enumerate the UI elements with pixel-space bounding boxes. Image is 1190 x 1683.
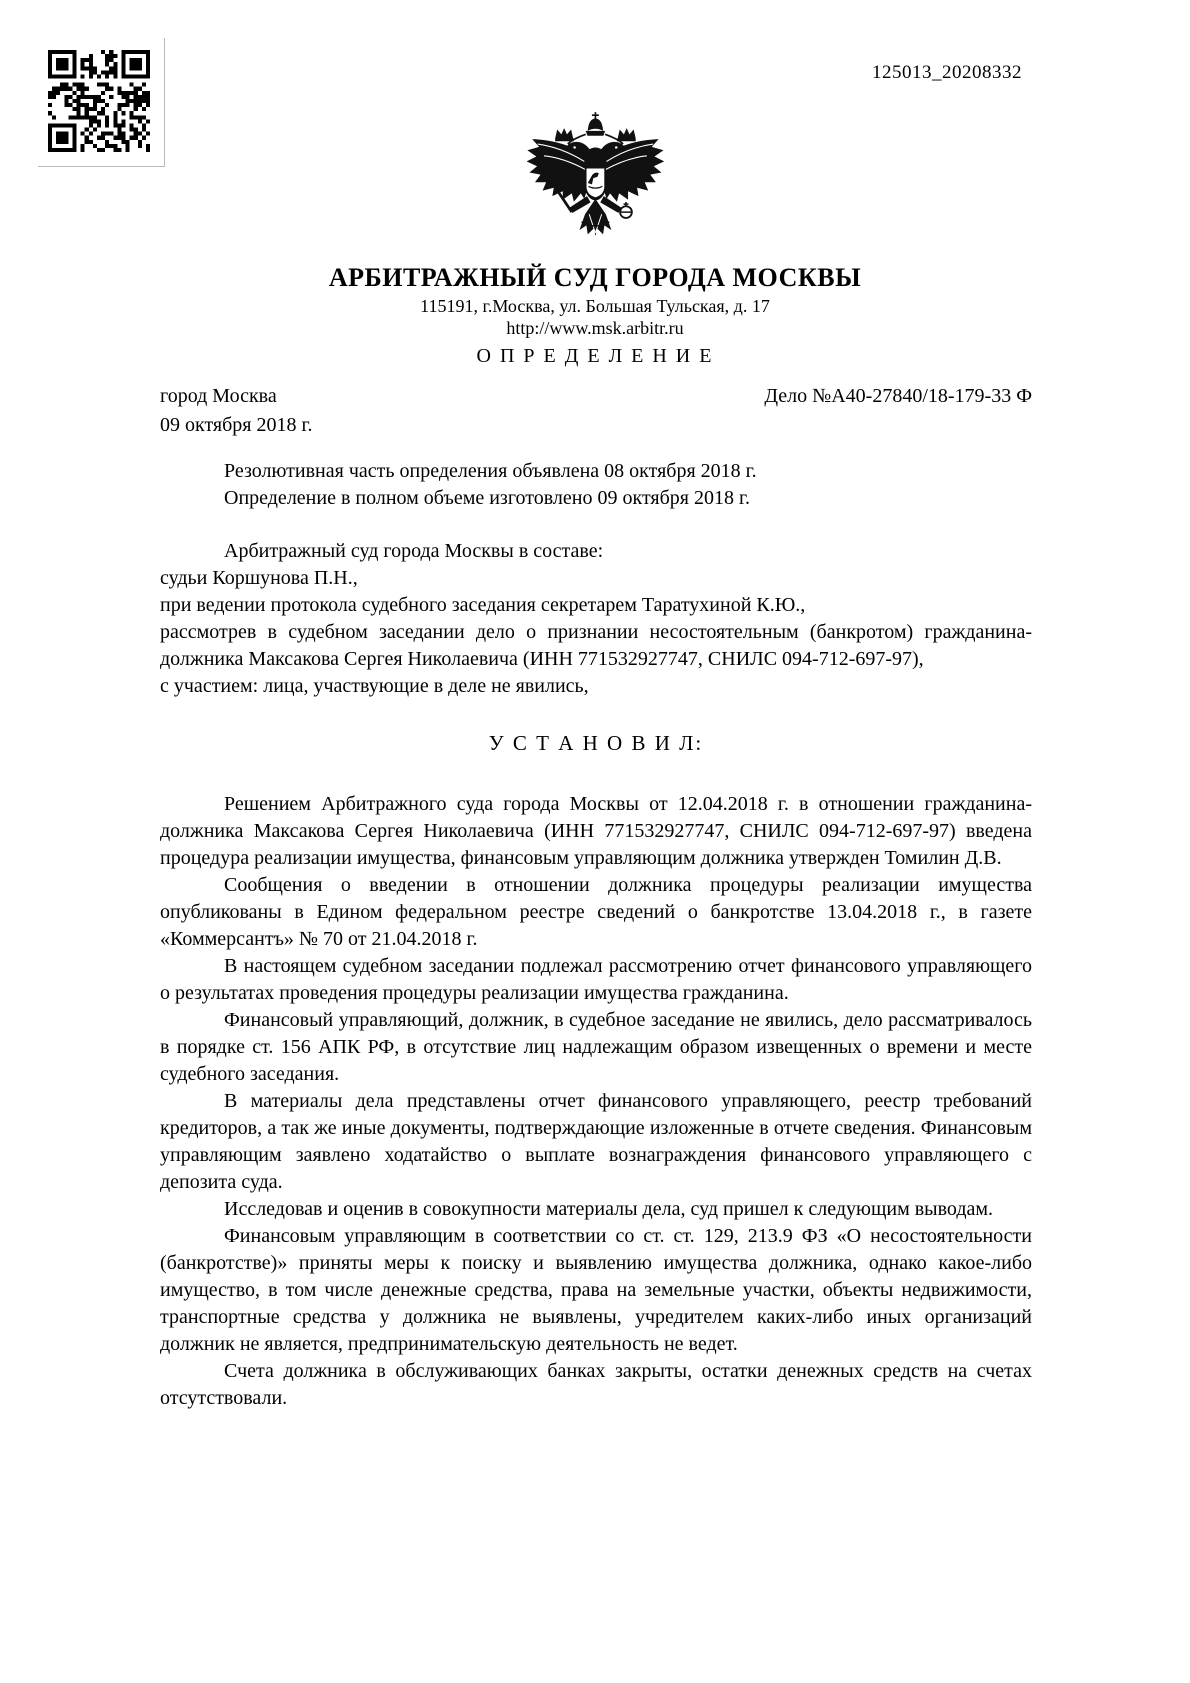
court-composition-line: Арбитражный суд города Москвы в составе:: [224, 540, 604, 562]
ruling-paragraph: Счета должника в обслуживающих банках закрыты, остатки денежных средств на счетах отсутствовали.: [160, 1360, 1032, 1409]
case-info: [160, 382, 1032, 440]
participants-line: с участием: лица, участвующие в деле не явились,: [160, 675, 589, 697]
ruling-paragraph: Сообщения о введении в отношении должника процедуры реализации имущества опубликованы в Едином федеральном реестре сведений о банкротстве 13.04.2018 г., в газете «Коммерсантъ» № 70 от 21.04.2018 г.: [160, 874, 1032, 950]
resolution-announced-line: Резолютивная часть определения объявлена 08 октября 2018 г.: [224, 460, 757, 482]
case-review-line: рассмотрев в судебном заседании дело о признании несостоятельным (банкротом) гражданина-должника Максакова Сергея Николаевича (ИНН 771532927747, СНИЛС 094-712-697-97),: [160, 621, 1032, 670]
ustanovil-heading: У С Т А Н О В И Л:: [488, 731, 704, 755]
russian-coat-of-arms-icon: [519, 110, 672, 242]
judge-line: судьи Коршунова П.Н.,: [160, 567, 358, 589]
document-type-title: О П Р Е Д Е Л Е Н И Е: [476, 345, 714, 367]
ruling-paragraph: Финансовым управляющим в соответствии со ст. ст. 129, 213.9 ФЗ «О несостоятельности (банкротстве)» приняты меры к поиску и выявлению имущества должника, однако какое-либо имущество, в том числе денежные средства, права на земельные участки, объекты недвижимости, транспортные средства у должника не выявлены, учредителем каких-либо иных организаций должник не является, предпринимательскую деятельность не ведет.: [160, 1225, 1032, 1355]
ruling-paragraph: Решением Арбитражного суда города Москвы от 12.04.2018 г. в отношении гражданина-должника Максакова Сергея Николаевича (ИНН 771532927747, СНИЛС 094-712-697-97) введена процедура реализации имущества, финансовым управляющим должника утвержден Томилин Д.В.: [160, 793, 1032, 869]
document-header: [0, 110, 1190, 368]
case-date: 09 октября 2018 г.: [160, 414, 313, 436]
document-number: 125013_20208332: [872, 62, 1022, 83]
document-body: [160, 458, 1032, 1412]
ruling-paragraph: В настоящем судебном заседании подлежал рассмотрению отчет финансового управляющего о результатах проведения процедуры реализации имущества гражданина.: [160, 955, 1032, 1004]
ruling-paragraph: Финансовый управляющий, должник, в судебное заседание не явились, дело рассматривалось в порядке ст. 156 АПК РФ, в отсутствие лиц надлежащим образом извещенных о времени и месте судебного заседания.: [160, 1009, 1032, 1085]
court-address: 115191, г.Москва, ул. Большая Тульская, д. 17: [420, 296, 770, 316]
full-text-made-line: Определение в полном объеме изготовлено 09 октября 2018 г.: [224, 487, 750, 509]
secretary-line: при ведении протокола судебного заседания секретарем Таратухиной К.Ю.,: [160, 594, 806, 616]
court-name: АРБИТРАЖНЫЙ СУД ГОРОДА МОСКВЫ: [328, 263, 862, 292]
case-city: город Москва: [160, 385, 277, 407]
ruling-paragraphs: [160, 791, 1032, 1412]
case-number: Дело №А40-27840/18-179-33 Ф: [764, 385, 1032, 407]
ruling-paragraph: В материалы дела представлены отчет финансового управляющего, реестр требований кредиторов, а так же иные документы, подтверждающие изложенные в отчете сведения. Финансовым управляющим заявлено ходатайство о выплате вознаграждения финансового управляющего с депозита суда.: [160, 1090, 1032, 1193]
ruling-paragraph: Исследовав и оценив в совокупности материалы дела, суд пришел к следующим выводам.: [224, 1198, 994, 1220]
court-website: http://www.msk.arbitr.ru: [506, 318, 684, 338]
